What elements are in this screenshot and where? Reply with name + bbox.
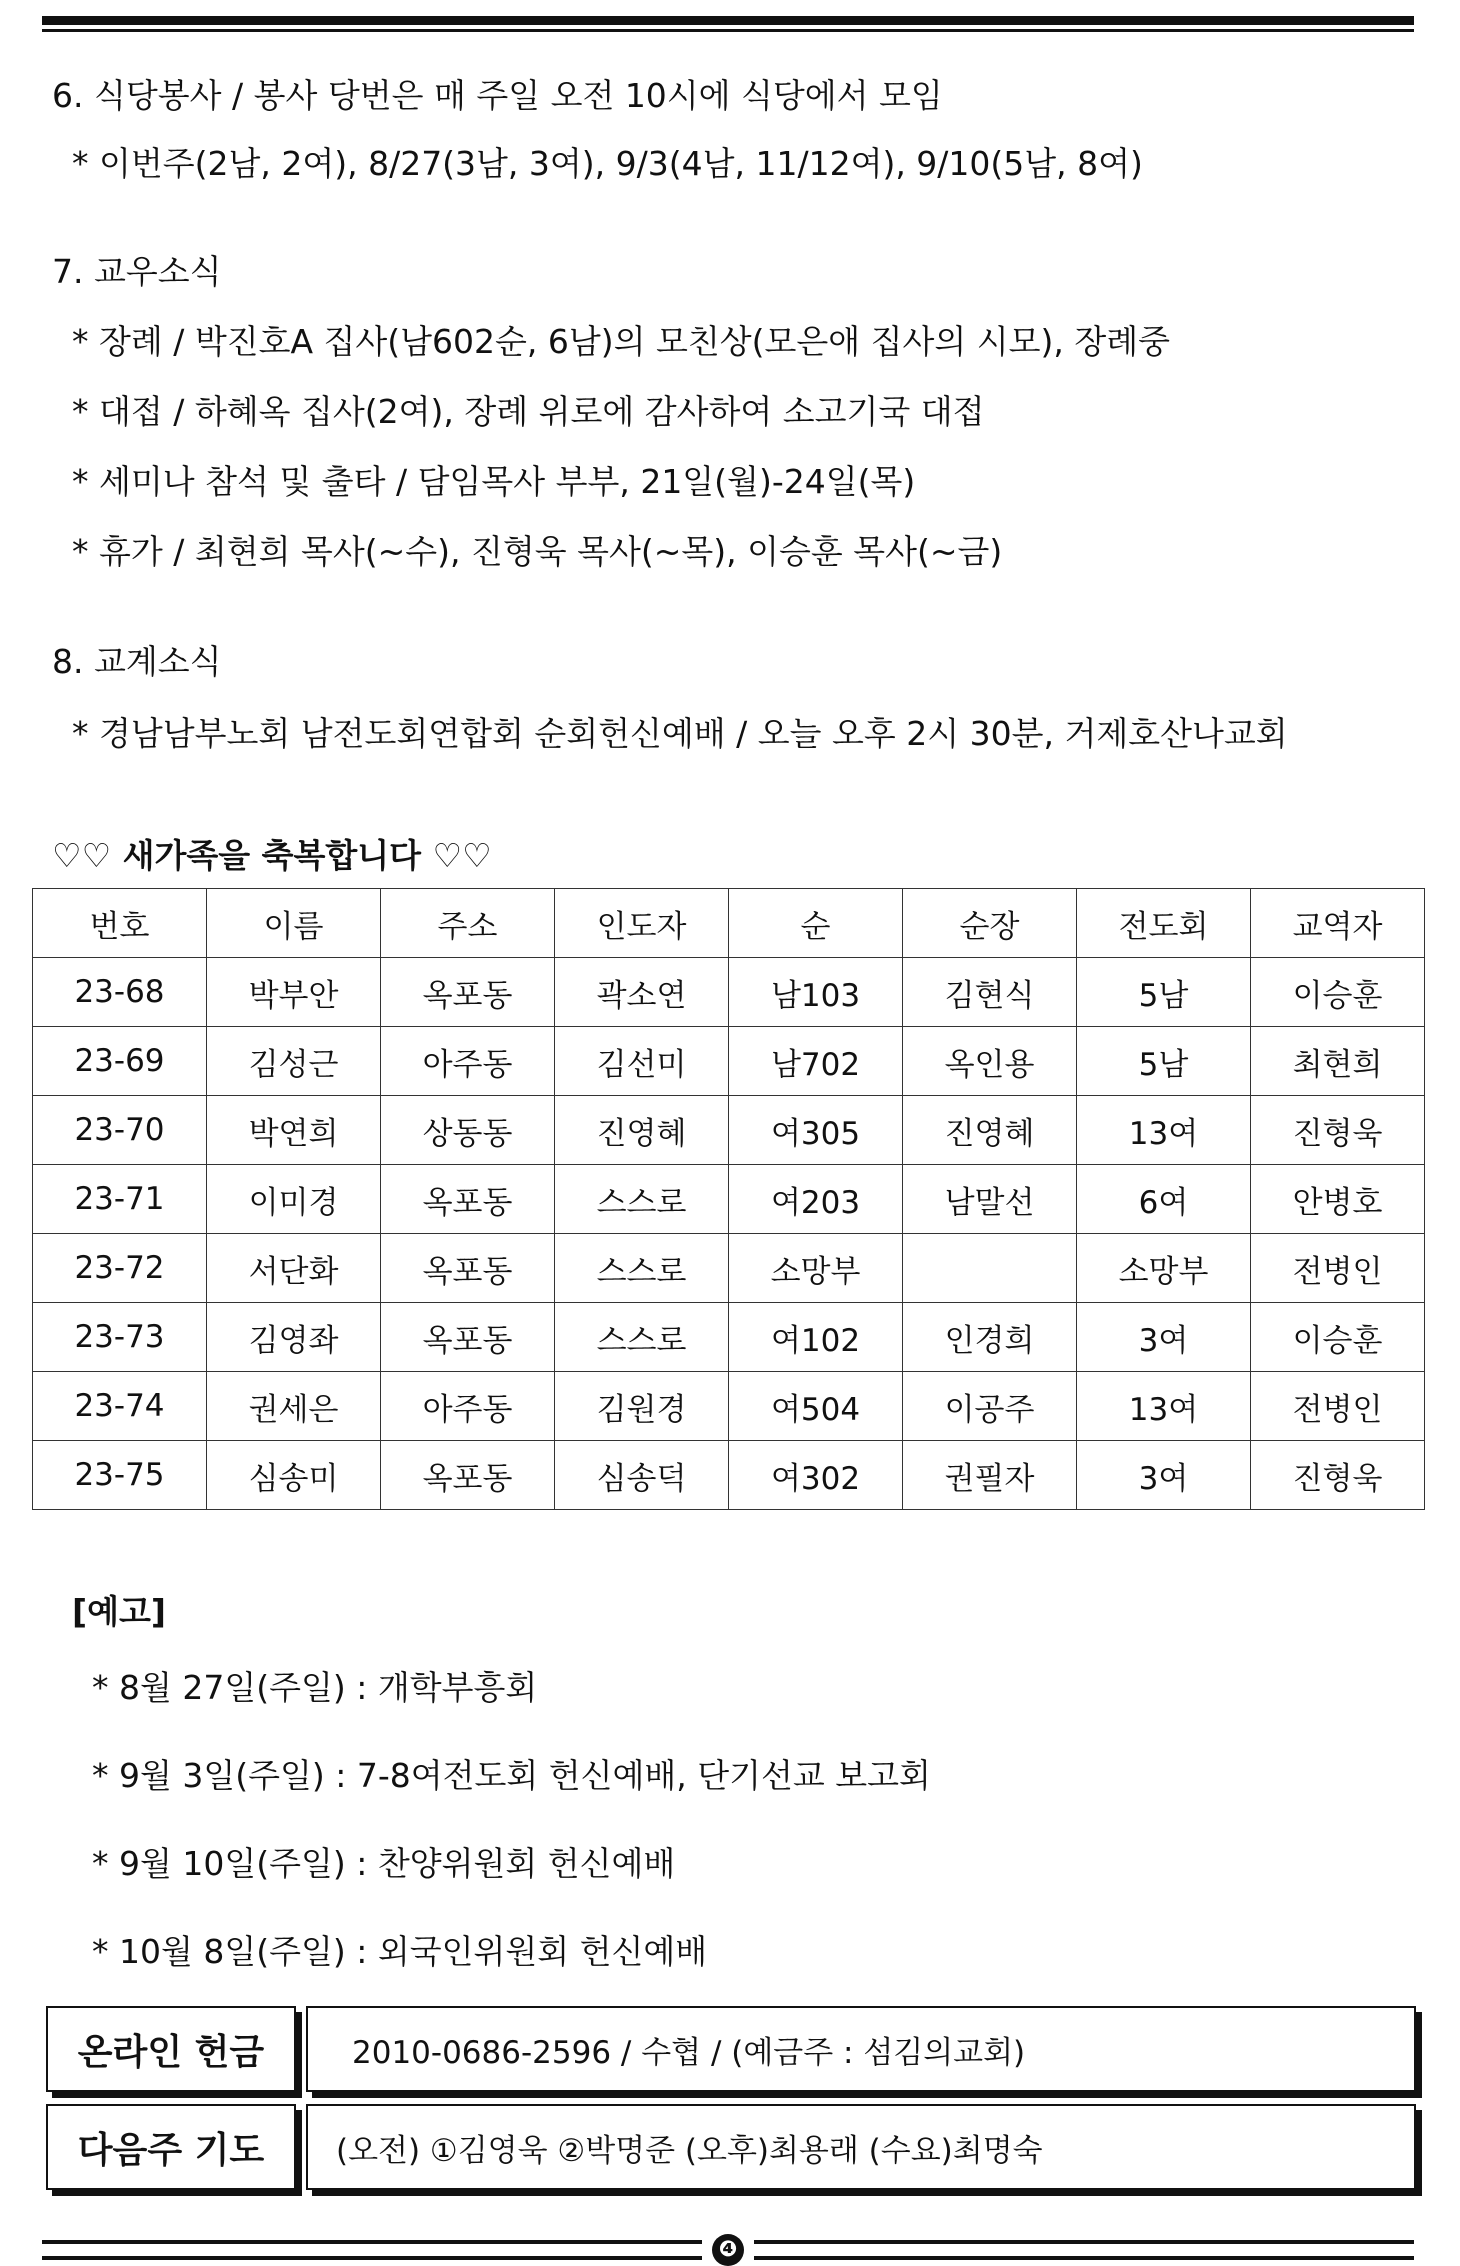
section-7-item: * 장례 / 박진호A 집사(남602순, 6남)의 모친상(모은애 집사의 시모), 장례중 [72, 322, 1171, 361]
notice-item: * 9월 10일(주일) : 찬양위원회 헌신예배 [92, 1844, 676, 1883]
table-cell: 안병호 [1251, 1165, 1425, 1234]
notice-item: * 10월 8일(주일) : 외국인위원회 헌신예배 [92, 1932, 708, 1971]
table-cell: 심송덕 [555, 1441, 729, 1510]
table-cell: 김선미 [555, 1027, 729, 1096]
table-cell: 23-75 [33, 1441, 207, 1510]
section-7-item: * 대접 / 하혜옥 집사(2여), 장례 위로에 감사하여 소고기국 대접 [72, 392, 985, 431]
table-cell: 옥포동 [381, 958, 555, 1027]
table-cell: 권필자 [903, 1441, 1077, 1510]
table-cell: 진형욱 [1251, 1441, 1425, 1510]
table-row [33, 1096, 1425, 1165]
online-offering-label [46, 2006, 296, 2092]
column-header: 전도회 [1077, 889, 1251, 958]
table-cell: 여305 [729, 1096, 903, 1165]
table-row [33, 958, 1425, 1027]
table-cell: 권세은 [207, 1372, 381, 1441]
table-cell: 전병인 [1251, 1234, 1425, 1303]
table-cell: 23-72 [33, 1234, 207, 1303]
table-cell: 진형욱 [1251, 1096, 1425, 1165]
table-cell: 이미경 [207, 1165, 381, 1234]
page-number: ❹ [712, 2234, 744, 2266]
table-cell: 스스로 [555, 1303, 729, 1372]
table-cell: 5남 [1077, 1027, 1251, 1096]
section-8-line: * 경남남부노회 남전도회연합회 순회헌신예배 / 오늘 오후 2시 30분, 거제호산나교회 [72, 714, 1288, 753]
table-cell: 옥인용 [903, 1027, 1077, 1096]
table-cell: 이승훈 [1251, 958, 1425, 1027]
next-prayer-label-text: 다음주 기도 [77, 2129, 265, 2171]
table-cell: 스스로 [555, 1234, 729, 1303]
column-header: 이름 [207, 889, 381, 958]
section-7-item: * 휴가 / 최현희 목사(~수), 진형욱 목사(~목), 이승훈 목사(~금) [72, 532, 1003, 571]
table-cell: 상동동 [381, 1096, 555, 1165]
table-cell: 김성근 [207, 1027, 381, 1096]
table-cell: 심송미 [207, 1441, 381, 1510]
section-6-line: * 이번주(2남, 2여), 8/27(3남, 3여), 9/3(4남, 11/12여), 9/10(5남, 8여) [72, 144, 1143, 183]
table-cell: 13여 [1077, 1372, 1251, 1441]
table-row [33, 1303, 1425, 1372]
table-cell: 인경희 [903, 1303, 1077, 1372]
table-row [33, 1165, 1425, 1234]
table-cell: 김영좌 [207, 1303, 381, 1372]
online-offering-value [306, 2006, 1416, 2092]
table-cell: 김현식 [903, 958, 1077, 1027]
column-header: 번호 [33, 889, 207, 958]
section-8-title: 8. 교계소식 [52, 642, 222, 681]
table-cell: 23-74 [33, 1372, 207, 1441]
column-header: 교역자 [1251, 889, 1425, 958]
column-header: 주소 [381, 889, 555, 958]
table-cell: 옥포동 [381, 1303, 555, 1372]
table-row [33, 1027, 1425, 1096]
section-6-title: 6. 식당봉사 / 봉사 당번은 매 주일 오전 10시에 식당에서 모임 [52, 76, 943, 115]
table-cell: 박연희 [207, 1096, 381, 1165]
column-header: 인도자 [555, 889, 729, 958]
table-cell: 박부안 [207, 958, 381, 1027]
table-cell: 13여 [1077, 1096, 1251, 1165]
table-cell: 남말선 [903, 1165, 1077, 1234]
table-cell: 서단화 [207, 1234, 381, 1303]
table-cell: 옥포동 [381, 1441, 555, 1510]
table-cell: 이승훈 [1251, 1303, 1425, 1372]
table-cell: 진영혜 [903, 1096, 1077, 1165]
online-offering-account: 2010-0686-2596 / 수협 / (예금주 : 섬김의교회) [352, 2034, 1026, 2071]
next-prayer-label [46, 2104, 296, 2190]
table-cell: 여302 [729, 1441, 903, 1510]
notice-item: * 8월 27일(주일) : 개학부흥회 [92, 1668, 538, 1707]
column-header: 순 [729, 889, 903, 958]
table-row [33, 1441, 1425, 1510]
table-cell: 23-68 [33, 958, 207, 1027]
table-cell: 곽소연 [555, 958, 729, 1027]
table-cell: 김원경 [555, 1372, 729, 1441]
online-offering-label-text: 온라인 헌금 [77, 2031, 265, 2073]
table-cell: 아주동 [381, 1372, 555, 1441]
table-cell: 소망부 [729, 1234, 903, 1303]
table-cell: 여504 [729, 1372, 903, 1441]
column-header: 순장 [903, 889, 1077, 958]
table-cell: 옥포동 [381, 1165, 555, 1234]
table-cell: 소망부 [1077, 1234, 1251, 1303]
table-cell: 여102 [729, 1303, 903, 1372]
next-prayer-names: (오전) ①김영욱 ②박명준 (오후)최용래 (수요)최명숙 [336, 2132, 1043, 2169]
section-7-title: 7. 교우소식 [52, 252, 222, 291]
table-cell: 스스로 [555, 1165, 729, 1234]
table-cell: 최현희 [1251, 1027, 1425, 1096]
top-rule [42, 14, 1414, 36]
table-row [33, 1372, 1425, 1441]
table-cell: 23-71 [33, 1165, 207, 1234]
table-cell: 옥포동 [381, 1234, 555, 1303]
table-row [33, 1234, 1425, 1303]
table-header-row [33, 889, 1425, 958]
table-cell: 아주동 [381, 1027, 555, 1096]
section-7-item: * 세미나 참석 및 출타 / 담임목사 부부, 21일(월)-24일(목) [72, 462, 916, 501]
new-family-title: ♡♡ 새가족을 축복합니다 ♡♡ [52, 836, 492, 875]
notice-item: * 9월 3일(주일) : 7-8여전도회 헌신예배, 단기선교 보고회 [92, 1756, 931, 1795]
table-cell: 전병인 [1251, 1372, 1425, 1441]
table-cell: 이공주 [903, 1372, 1077, 1441]
notice-title: [예고] [72, 1592, 166, 1631]
table-cell: 남702 [729, 1027, 903, 1096]
table-cell: 5남 [1077, 958, 1251, 1027]
table-cell: 진영혜 [555, 1096, 729, 1165]
table-cell: 23-70 [33, 1096, 207, 1165]
table-cell: 6여 [1077, 1165, 1251, 1234]
table-cell: 23-69 [33, 1027, 207, 1096]
table-cell: 남103 [729, 958, 903, 1027]
next-prayer-value [306, 2104, 1416, 2190]
table-cell: 3여 [1077, 1441, 1251, 1510]
table-cell [903, 1234, 1077, 1303]
table-cell: 3여 [1077, 1303, 1251, 1372]
table-cell: 여203 [729, 1165, 903, 1234]
table-cell: 23-73 [33, 1303, 207, 1372]
new-family-table [32, 888, 1425, 1510]
